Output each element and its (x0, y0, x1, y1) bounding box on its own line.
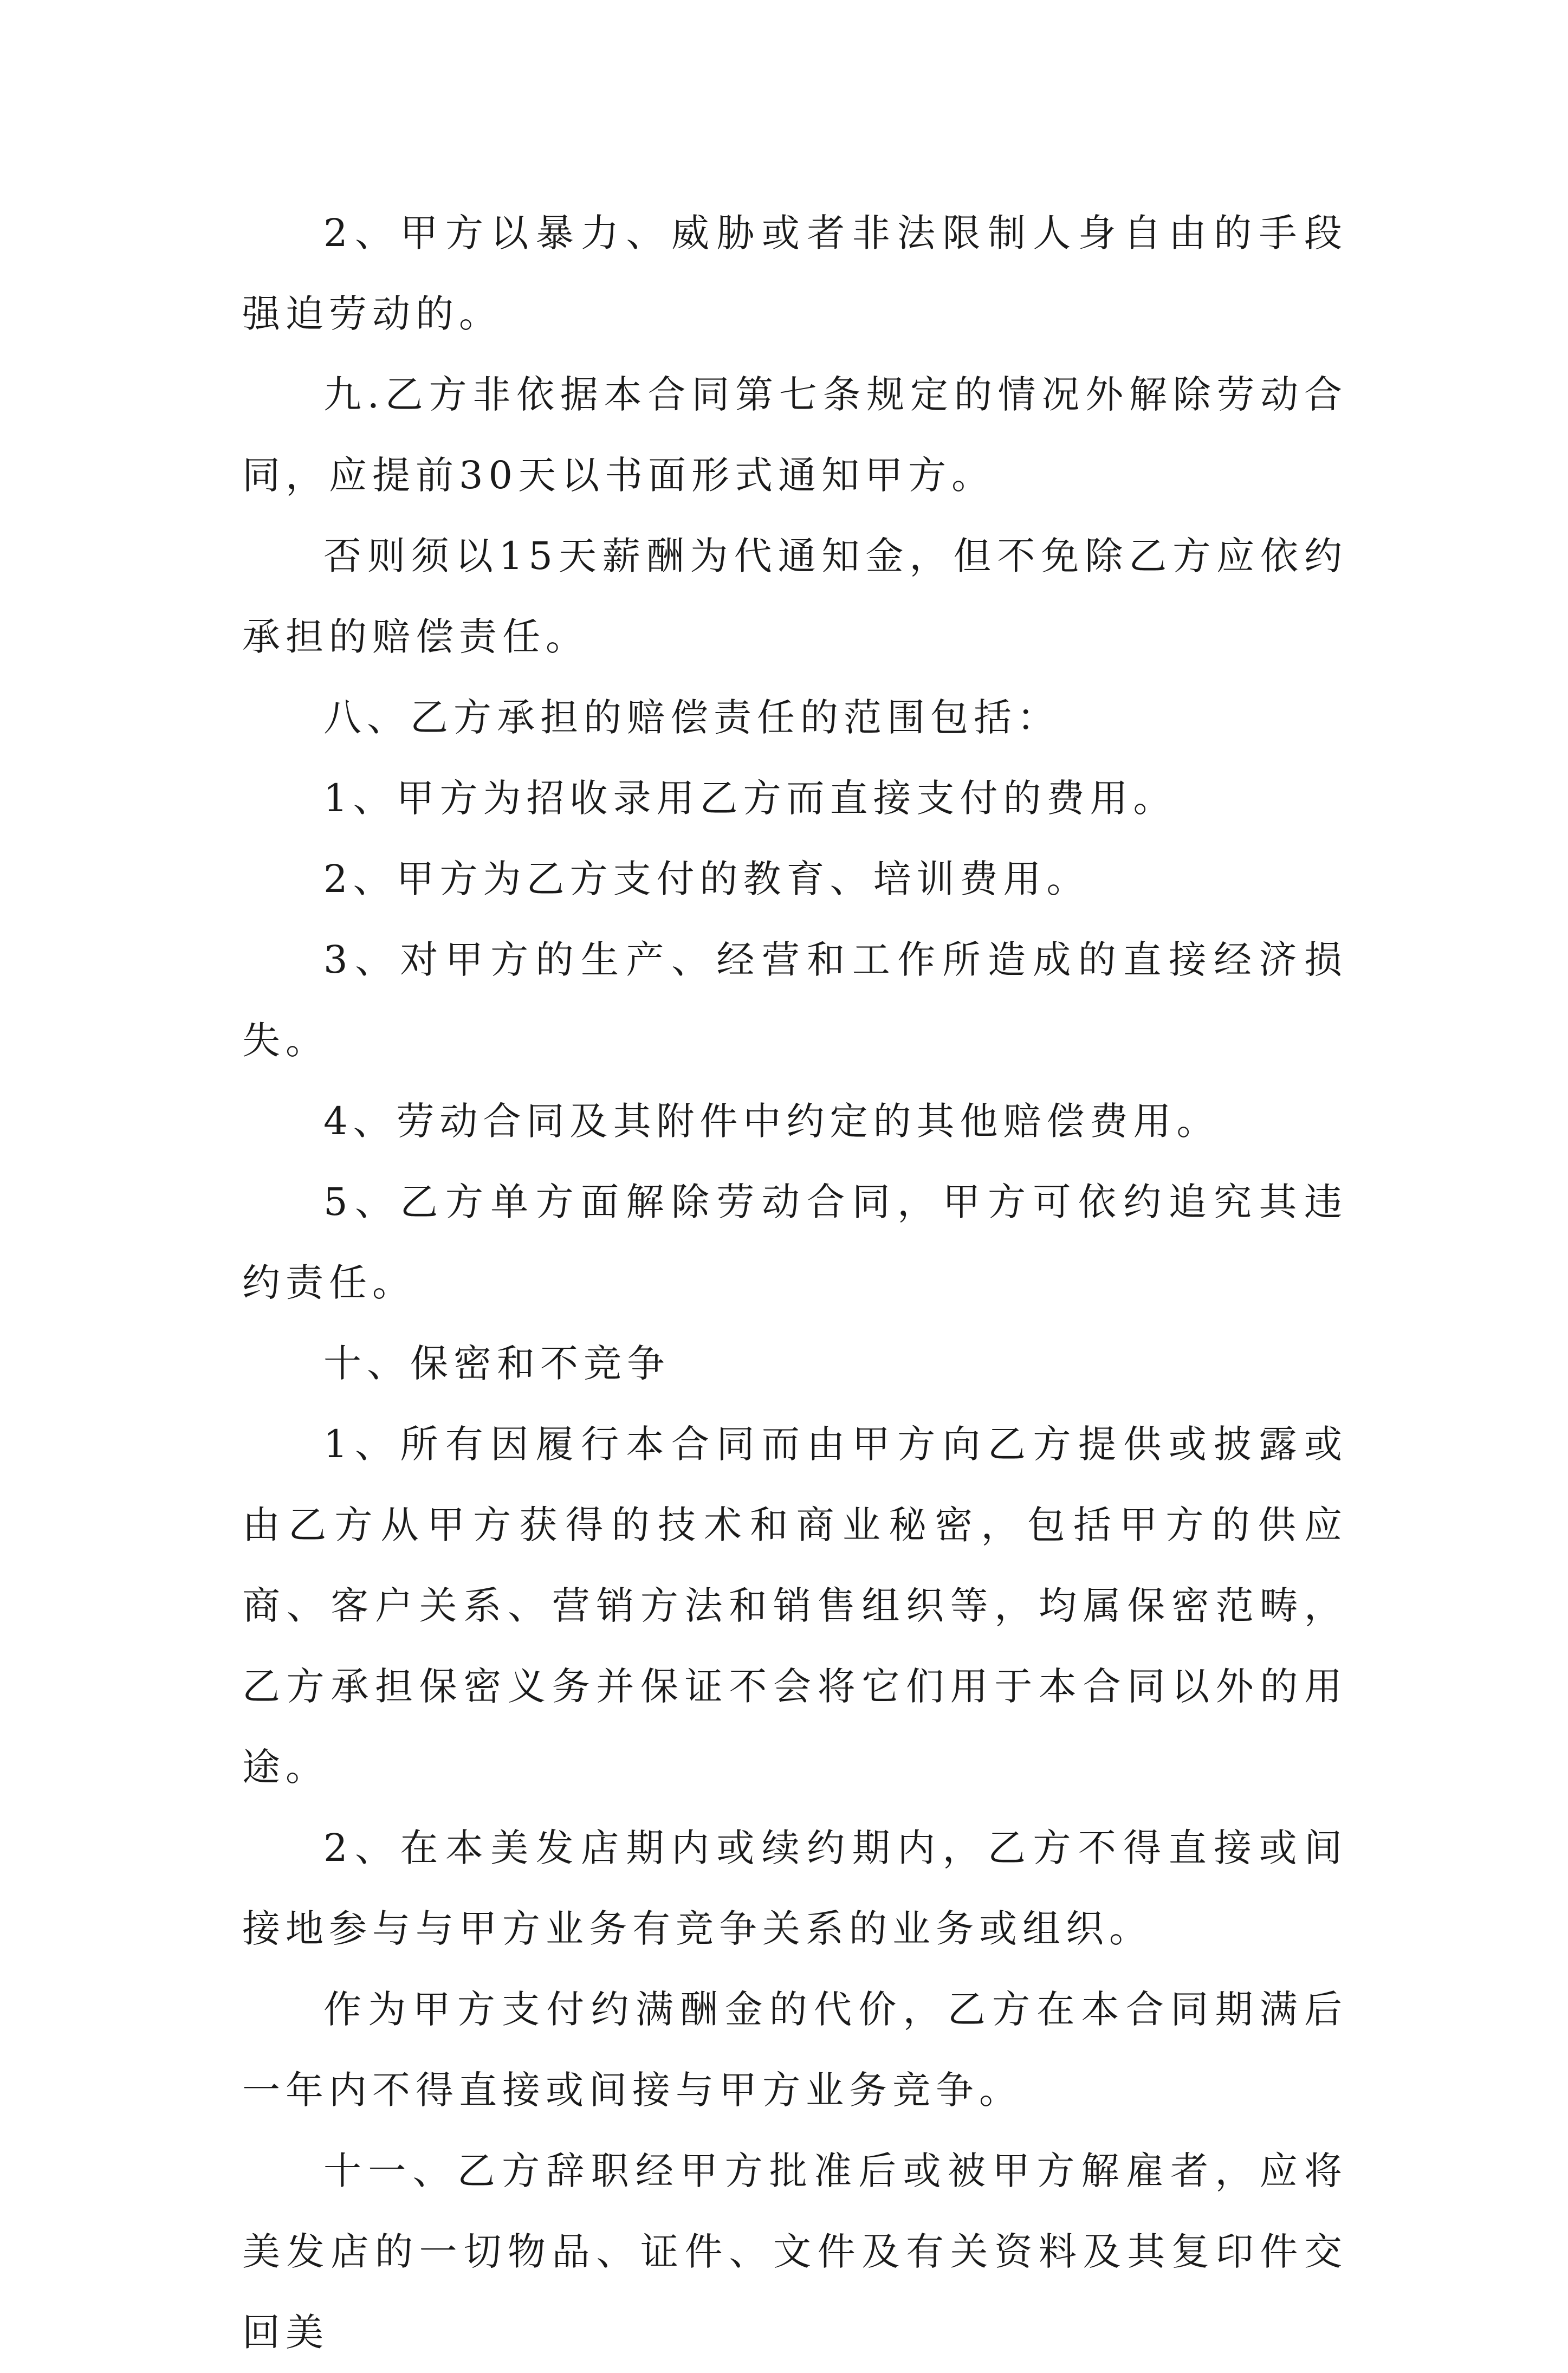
confidentiality-item-1: 1、所有因履行本合同而由甲方向乙方提供或披露或由乙方从甲方获得的技术和商业秘密，包括甲方的供应商、客户关系、营销方法和销售组织等，均属保密范畴，乙方承担保密义务并保证不会将它们用于本合同以外的用途。 (242, 1422, 1347, 1789)
clause-9-resignation-notice: 九.乙方非依据本合同第七条规定的情况外解除劳动合同，应提前30天以书面形式通知甲方。 (242, 372, 1347, 497)
compensation-item-5: 5、乙方单方面解除劳动合同，甲方可依约追究其违约责任。 (242, 1180, 1347, 1305)
clause-8-compensation-heading: 八、乙方承担的赔偿责任的范围包括： (323, 695, 1060, 740)
clause-10-heading: 十、保密和不竞争 (323, 1341, 670, 1386)
compensation-item-4: 4、劳动合同及其附件中约定的其他赔偿费用。 (323, 1099, 1220, 1143)
compensation-item-2: 2、甲方为乙方支付的教育、培训费用。 (323, 857, 1090, 901)
non-compete-post-term: 作为甲方支付约满酬金的代价，乙方在本合同期满后一年内不得直接或间接与甲方业务竞争。 (242, 1987, 1347, 2112)
clause-11-return-of-property: 十一、乙方辞职经甲方批准后或被甲方解雇者，应将美发店的一切物品、证件、文件及有关资料及其复印件交回美 (242, 2149, 1347, 2355)
clause-8-2-forced-labor: 2、甲方以暴力、威胁或者非法限制人身自由的手段强迫劳动的。 (242, 211, 1347, 336)
document-body (242, 193, 1347, 2373)
compensation-item-3: 3、对甲方的生产、经营和工作所造成的直接经济损失。 (242, 937, 1347, 1063)
clause-9-notice-pay: 否则须以15天薪酬为代通知金，但不免除乙方应依约承担的赔偿责任。 (242, 534, 1347, 659)
compensation-item-1: 1、甲方为招收录用乙方而直接支付的费用。 (323, 776, 1177, 820)
non-compete-item-2: 2、在本美发店期内或续约期内，乙方不得直接或间接地参与与甲方业务有竞争关系的业务或组织。 (242, 1826, 1347, 1951)
